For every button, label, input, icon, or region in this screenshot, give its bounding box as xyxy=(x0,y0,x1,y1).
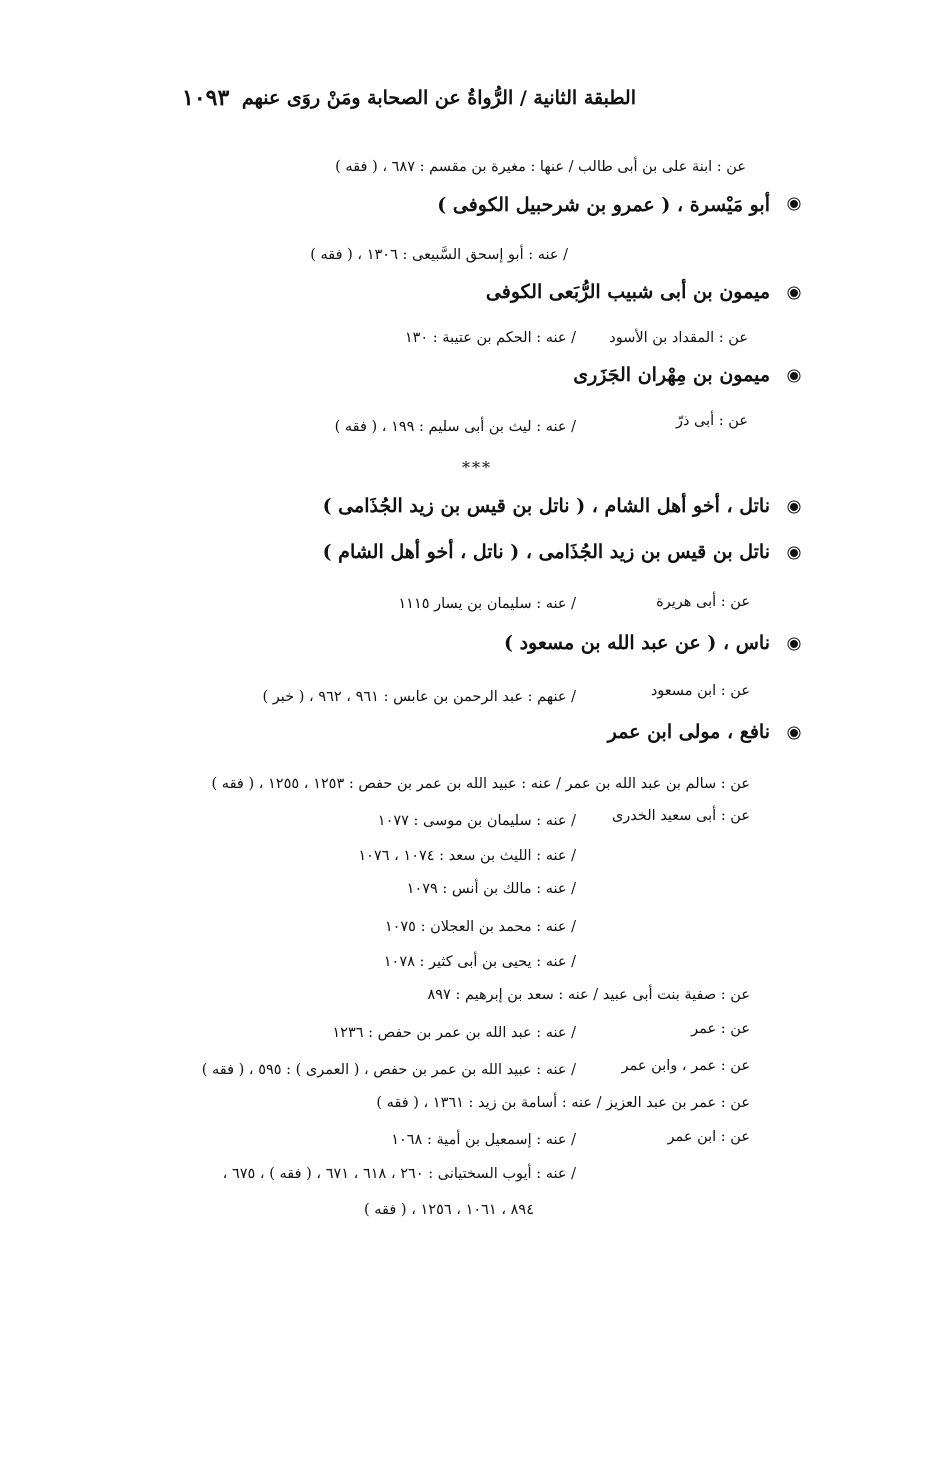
narration-line: عن : عمر بن عبد العزيز / عنه : أسامة بن زيد : ١٣٦١ ، ( فقه ) xyxy=(376,1095,750,1111)
narration-by: / عنه : أيوب السختيانى : ٢٦٠ ، ٦١٨ ، ٦٧١ ، ( فقه ) ، ٦٧٥ ، xyxy=(222,1166,576,1182)
narration-by: / عنه : الحكم بن عتيبة : ١٣٠ xyxy=(404,330,576,346)
narration-by: / عنه : عبيد الله بن عمر بن حفص ، ( العمرى ) : ٥٩٥ ، ( فقه ) xyxy=(201,1062,576,1078)
entry-heading: ناتل ، أخو أهل الشام ، ( ناتل بن قيس بن زيد الجُذَامى ) xyxy=(322,495,770,517)
running-header: الطبقة الثانية / الرُّواةُ عن الصحابة ومَنْ روَى عنهم xyxy=(241,87,636,109)
narration-by: / عنه : يحيى بن أبى كثير : ١٠٧٨ xyxy=(383,954,576,970)
narration-by: / عنه : مالك بن أنس : ١٠٧٩ xyxy=(406,881,576,897)
entry-bullet xyxy=(790,200,798,208)
entry-bullet xyxy=(790,640,798,648)
narration-by: / عنه : محمد بن العجلان : ١٠٧٥ xyxy=(384,919,576,935)
narration-from: عن : أبى هريرة xyxy=(656,594,750,610)
narration-line: عن : ابنة على بن أبى طالب / عنها : مغيرة بن مقسم : ٦٨٧ ، ( فقه ) xyxy=(335,159,746,175)
narration-from: عن : أبى سعيد الخدرى xyxy=(611,808,750,824)
entry-heading: نافع ، مولى ابن عمر xyxy=(607,721,770,743)
narration-from: عن : ابن عمر xyxy=(667,1129,750,1145)
narration-from: عن : المقداد بن الأسود xyxy=(609,330,748,346)
narration-by: / عنه : عبد الله بن عمر بن حفص : ١٢٣٦ xyxy=(332,1025,576,1041)
entry-bullet xyxy=(790,289,798,297)
section-separator: *** xyxy=(462,458,492,477)
entry-heading: أبو مَيْسرة ، ( عمرو بن شرحبيل الكوفى ) xyxy=(437,194,770,216)
entry-heading: ميمون بن أبى شبيب الرُّبَعى الكوفى xyxy=(485,281,770,303)
narration-continuation: ٨٩٤ ، ١٠٦١ ، ١٢٥٦ ، ( فقه ) xyxy=(364,1202,534,1218)
narration-by: / عنه : سليمان بن موسى : ١٠٧٧ xyxy=(377,813,576,829)
narration-from: عن : ابن مسعود xyxy=(650,683,750,699)
narration-line: عن : صفية بنت أبى عبيد / عنه : سعد بن إبرهيم : ٨٩٧ xyxy=(427,987,750,1003)
narration-from: عن : عمر ، وابن عمر xyxy=(621,1058,750,1074)
entry-heading: ناس ، ( عن عبد الله بن مسعود ) xyxy=(503,632,770,654)
entry-heading: ميمون بن مِهْران الجَزَرى xyxy=(573,364,770,386)
entry-bullet xyxy=(790,729,798,737)
narration-by: / عنه : ليث بن أبى سليم : ١٩٩ ، ( فقه ) xyxy=(334,419,576,435)
entry-bullet xyxy=(790,372,798,380)
narration-by: / عنهم : عبد الرحمن بن عابس : ٩٦١ ، ٩٦٢ ، ( خبر ) xyxy=(262,689,576,705)
narration-from: عن : أبى ذرّ xyxy=(675,413,748,429)
entry-bullet xyxy=(790,503,798,511)
entry-bullet xyxy=(790,549,798,557)
narration-by: / عنه : الليث بن سعد : ١٠٧٤ ، ١٠٧٦ xyxy=(358,848,576,864)
page-number: ١٠٩٣ xyxy=(182,85,230,111)
narration-line: عن : سالم بن عبد الله بن عمر / عنه : عبيد الله بن عمر بن حفص : ١٢٥٣ ، ١٢٥٥ ، ( فقه ) xyxy=(211,776,750,792)
entry-heading: ناتل بن قيس بن زيد الجُذَامى ، ( ناتل ، أخو أهل الشام ) xyxy=(322,541,770,563)
narration-line: / عنه : أبو إسحق السَّبيعى : ١٣٠٦ ، ( فقه ) xyxy=(310,247,568,263)
narration-from: عن : عمر xyxy=(691,1021,750,1037)
narration-by: / عنه : إسمعيل بن أمية : ١٠٦٨ xyxy=(391,1132,576,1148)
narration-by: / عنه : سليمان بن يسار ١١١٥ xyxy=(398,596,576,612)
